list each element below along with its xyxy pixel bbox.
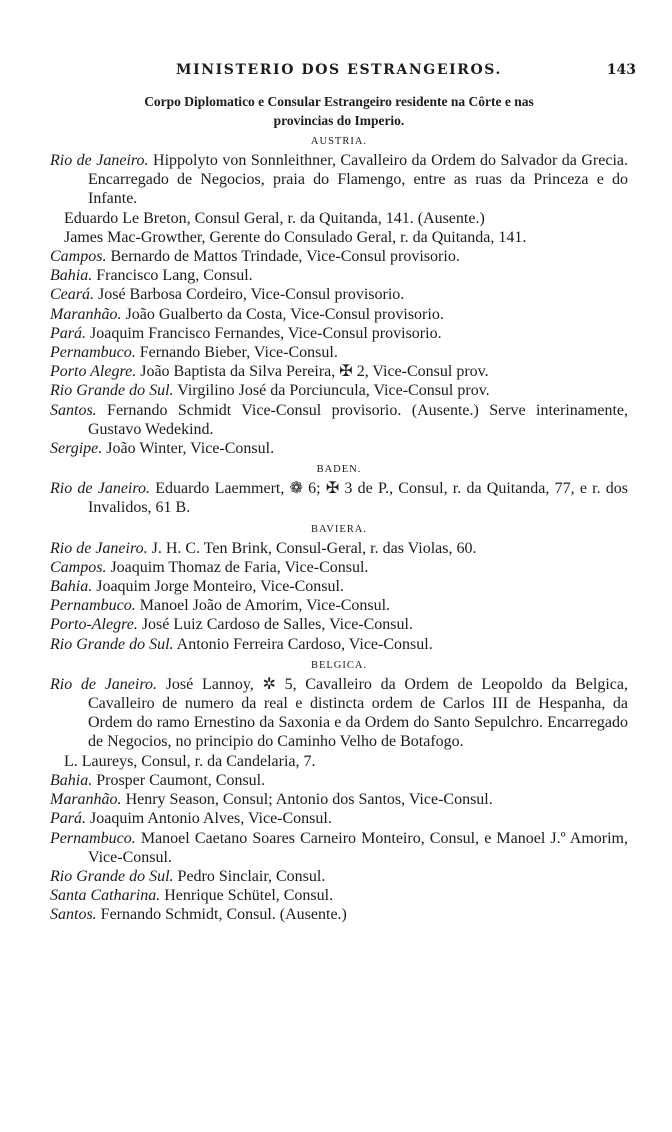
entry-place: Pará. bbox=[50, 324, 86, 342]
entry bbox=[50, 151, 628, 209]
entry-place: Rio de Janeiro. bbox=[50, 675, 157, 693]
entry bbox=[50, 886, 628, 905]
section-title-austria: AUSTRIA. bbox=[310, 136, 368, 147]
entry bbox=[50, 479, 628, 517]
entry-text: Antonio Ferreira Cardoso, Vice-Consul. bbox=[173, 635, 433, 653]
entry-place: Pernambuco. bbox=[50, 597, 136, 615]
entry-text: Bernardo de Mattos Trindade, Vice-Consul provisorio. bbox=[106, 248, 460, 266]
entry bbox=[50, 577, 628, 596]
entry bbox=[50, 635, 628, 654]
entry-place: Campos. bbox=[50, 248, 107, 266]
entry bbox=[50, 867, 628, 886]
page-number: 143 bbox=[606, 62, 636, 78]
entry-place: Rio Grande do Sul. bbox=[50, 635, 174, 653]
entry bbox=[50, 324, 628, 343]
entry-place: Campos. bbox=[50, 558, 107, 576]
entry bbox=[50, 362, 628, 381]
entry bbox=[50, 228, 628, 247]
entry-text: Eduardo Laemmert, ❁ 6; ✠ 3 de P., Consul, r. da Quitanda, 77, e r. dos Invalidos, 61 B. bbox=[88, 480, 628, 517]
entry-place: Rio Grande do Sul. bbox=[50, 867, 174, 885]
entry-text: José Luiz Cardoso de Salles, Vice-Consul. bbox=[137, 616, 413, 634]
entry-place: Pará. bbox=[50, 810, 86, 828]
entry-text: Fernando Schmidt, Consul. (Ausente.) bbox=[96, 906, 347, 924]
entry-text: Francisco Lang, Consul. bbox=[92, 267, 253, 285]
entry-place: Bahia. bbox=[50, 578, 93, 596]
entry bbox=[50, 558, 628, 577]
entry-text: Henry Season, Consul; Antonio dos Santos, Vice-Consul. bbox=[121, 791, 493, 809]
section-title-baviera: BAVIERA. bbox=[311, 523, 367, 535]
entry-text: Hippolyto von Sonnleithner, Cavalleiro da Ordem do Salvador da Grecia. Encarregado de Negocios, praia do Flamengo, entre as ruas da Princeza e do Infante. bbox=[88, 152, 629, 208]
entry-text: Virgilino José da Porciuncula, Vice-Consul prov. bbox=[173, 382, 490, 400]
entry-place: Bahia. bbox=[50, 771, 93, 789]
entry bbox=[50, 285, 628, 304]
entry-text: José Barbosa Cordeiro, Vice-Consul provisorio. bbox=[94, 286, 405, 304]
section-title-belgica: BELGICA. bbox=[310, 659, 368, 671]
entry bbox=[50, 809, 628, 828]
section-title-baden: BADEN. bbox=[316, 464, 362, 476]
entry-text: Joaquim Jorge Monteiro, Vice-Consul. bbox=[92, 578, 344, 596]
entry bbox=[50, 539, 628, 558]
entry bbox=[50, 752, 628, 771]
entry-place: Pernambuco. bbox=[50, 829, 136, 847]
page-heading bbox=[50, 92, 628, 130]
entry-place: Porto-Alegre. bbox=[50, 616, 138, 634]
entry bbox=[50, 209, 628, 228]
entry-place: Rio de Janeiro. bbox=[50, 480, 151, 498]
entry-text: Manoel Caetano Soares Carneiro Monteiro, Consul, e Manoel J.º Amorim, Vice-Consul. bbox=[88, 829, 628, 866]
entry-text: Joaquim Francisco Fernandes, Vice-Consul provisorio. bbox=[86, 324, 442, 342]
entry bbox=[50, 439, 628, 458]
running-head-title: MINISTERIO DOS ESTRANGEIROS. bbox=[176, 62, 502, 78]
entry-text: L. Laureys, Consul, r. da Candelaria, 7. bbox=[64, 752, 316, 770]
entry-place: Porto Alegre. bbox=[50, 363, 137, 381]
entry-place: Santa Catharina. bbox=[50, 887, 161, 905]
entry bbox=[50, 381, 628, 400]
entry-text: Joaquim Antonio Alves, Vice-Consul. bbox=[86, 810, 332, 828]
entry bbox=[50, 305, 628, 324]
document-page bbox=[50, 60, 636, 925]
entry-text: Manoel João de Amorim, Vice-Consul. bbox=[135, 597, 391, 615]
entry-place: Bahia. bbox=[50, 267, 93, 285]
entry bbox=[50, 829, 628, 867]
entry-place: Pernambuco. bbox=[50, 344, 136, 362]
entry bbox=[50, 266, 628, 285]
entry bbox=[50, 790, 628, 809]
entry-text: Pedro Sinclair, Consul. bbox=[173, 867, 326, 885]
entry-text: Fernando Bieber, Vice-Consul. bbox=[135, 344, 338, 362]
entry-text: João Gualberto da Costa, Vice-Consul provisorio. bbox=[121, 305, 444, 323]
entry-place: Maranhão. bbox=[50, 791, 122, 809]
entry bbox=[50, 401, 628, 439]
entry-place: Rio de Janeiro. bbox=[50, 152, 149, 169]
entry-text: Prosper Caumont, Consul. bbox=[92, 771, 266, 789]
entry bbox=[50, 675, 628, 752]
heading-line-2: provincias do Imperio. bbox=[273, 113, 405, 128]
entry-text: João Baptista da Silva Pereira, ✠ 2, Vice-Consul prov. bbox=[136, 363, 489, 381]
entry-text: José Lannoy, ✲ 5, Cavalleiro da Ordem de Leopoldo da Belgica, Cavalleiro de numero da real e distincta ordem de Carlos III de Hespanha, da Ordem do ramo Ernestino da Saxonia e da Ordem do Santo Sepulchro. Encarregado de Negocios, no principio do Caminho Velho de Botafogo. bbox=[88, 675, 629, 751]
entry-text: Fernando Schmidt Vice-Consul provisorio. (Ausente.) Serve interinamente, Gustavo Wedekind. bbox=[88, 401, 628, 438]
entry bbox=[50, 905, 628, 924]
entry-place: Rio de Janeiro. bbox=[50, 539, 148, 557]
entry bbox=[50, 343, 628, 362]
entry-text: J. H. C. Ten Brink, Consul-Geral, r. das Violas, 60. bbox=[147, 539, 477, 557]
entry-text: Eduardo Le Breton, Consul Geral, r. da Quitanda, 141. (Ausente.) bbox=[64, 209, 485, 227]
entry-place: Ceará. bbox=[50, 286, 94, 304]
entry-place: Santos. bbox=[50, 906, 97, 924]
entry-text: Joaquim Thomaz de Faria, Vice-Consul. bbox=[106, 558, 369, 576]
heading-line-1: Corpo Diplomatico e Consular Estrangeiro residente na Côrte e nas bbox=[144, 94, 534, 109]
entry-place: Rio Grande do Sul. bbox=[50, 382, 174, 400]
entry-place: Sergipe. bbox=[50, 440, 103, 458]
entry bbox=[50, 596, 628, 615]
entry-place: Maranhão. bbox=[50, 305, 122, 323]
entry-text: James Mac-Growther, Gerente do Consulado Geral, r. da Quitanda, 141. bbox=[64, 228, 527, 246]
entry bbox=[50, 615, 628, 634]
entry bbox=[50, 771, 628, 790]
running-head bbox=[50, 60, 636, 86]
entry-text: Henrique Schütel, Consul. bbox=[160, 887, 334, 905]
entry bbox=[50, 247, 628, 266]
entry-place: Santos. bbox=[50, 401, 97, 419]
entry-text: João Winter, Vice-Consul. bbox=[102, 440, 275, 458]
